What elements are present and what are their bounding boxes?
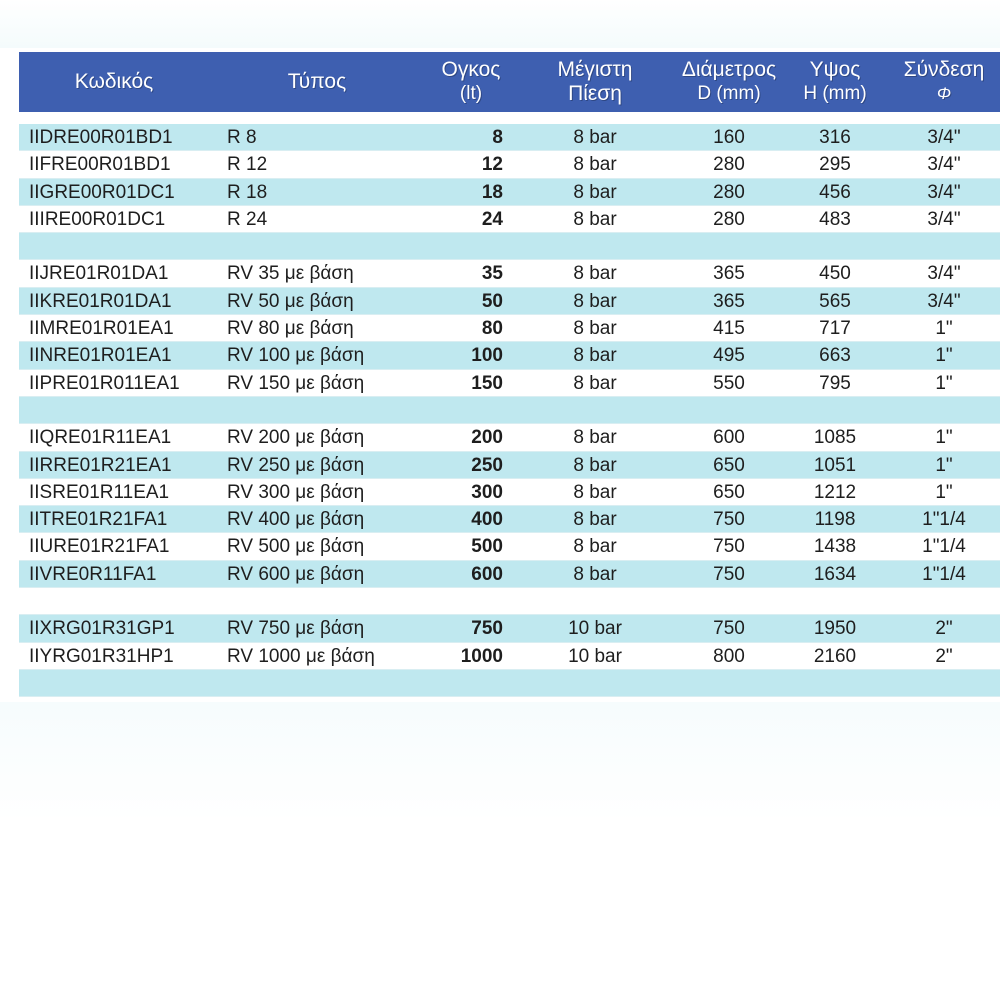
code-cell: IIQRE01R11EA1 [29, 427, 172, 449]
height-cell: 1950 [813, 618, 857, 640]
height-cell: 1212 [813, 481, 857, 503]
type-cell: RV 600 με βάση [227, 563, 365, 585]
volume-cell: 400 [471, 509, 503, 531]
blank-row [19, 588, 1000, 615]
table-row [19, 260, 1000, 287]
header-pressure-line2: Πίεση [568, 82, 622, 105]
diameter-cell: 495 [713, 345, 745, 367]
height-cell: 1198 [814, 509, 856, 531]
type-cell: RV 80 με βάση [227, 318, 354, 340]
product-table [19, 52, 1000, 697]
code-cell: IIDRE00R01BD1 [29, 127, 173, 148]
pressure-cell: 8 bar [573, 536, 617, 558]
type-cell: R 18 [227, 181, 268, 203]
diameter-cell: 160 [713, 127, 745, 148]
code-cell: IIMRE01R01EA1 [29, 318, 174, 340]
header-pressure-line1: Μέγιστη [557, 58, 633, 81]
connection-cell: 3/4" [927, 127, 961, 148]
code-cell: IIYRG01R31HP1 [29, 645, 174, 667]
header-type [227, 52, 407, 112]
pressure-cell: 8 bar [573, 372, 617, 394]
header-connection-line2: Φ [936, 84, 952, 103]
volume-cell: 300 [471, 481, 503, 503]
connection-cell: 1" [935, 454, 953, 476]
code-cell: IIRRE01R21EA1 [29, 454, 172, 476]
table-row [19, 479, 1000, 506]
code-cell: IIXRG01R31GP1 [29, 618, 175, 640]
volume-cell: 24 [481, 208, 503, 230]
diameter-cell: 750 [713, 563, 745, 585]
group-separator-row [19, 233, 1000, 260]
code-cell: IINRE01R01EA1 [29, 345, 172, 367]
connection-cell: 3/4" [927, 263, 961, 285]
height-cell: 456 [819, 181, 851, 203]
group-separator-row [19, 397, 1000, 424]
height-cell: 717 [819, 318, 851, 340]
volume-cell: 200 [471, 427, 503, 449]
volume-cell: 1000 [460, 645, 503, 667]
code-cell: IIFRE00R01BD1 [29, 154, 171, 176]
diameter-cell: 800 [713, 645, 745, 667]
table-row [19, 533, 1000, 560]
volume-cell: 18 [481, 181, 503, 203]
pressure-cell: 8 bar [573, 509, 617, 531]
type-cell: RV 100 με βάση [227, 345, 365, 367]
table-row [19, 506, 1000, 533]
pressure-cell: 8 bar [573, 263, 617, 285]
height-cell: 1051 [813, 454, 857, 476]
connection-cell: 2" [935, 645, 953, 667]
header-diameter-line2: D (mm) [697, 83, 761, 104]
header-type-label: Τύπος [287, 70, 347, 93]
connection-cell: 3/4" [927, 290, 961, 312]
height-cell: 1438 [813, 536, 857, 558]
header-volume-line2: (lt) [459, 83, 483, 104]
connection-cell: 1" [935, 372, 953, 394]
code-cell: IIPRE01R011EA1 [29, 372, 180, 394]
type-cell: RV 500 με βάση [227, 536, 365, 558]
volume-cell: 50 [481, 290, 503, 312]
volume-cell: 750 [471, 618, 503, 640]
volume-cell: 250 [471, 454, 503, 476]
type-cell: R 24 [227, 208, 268, 230]
pressure-cell: 8 bar [573, 345, 617, 367]
connection-cell: 1" [935, 481, 953, 503]
diameter-cell: 750 [713, 509, 745, 531]
code-cell: IIGRE00R01DC1 [29, 181, 175, 203]
type-cell: RV 1000 με βάση [227, 645, 375, 667]
table-row [19, 370, 1000, 397]
height-cell: 795 [819, 372, 851, 394]
table-row [19, 288, 1000, 315]
pressure-cell: 8 bar [573, 208, 617, 230]
table-row [19, 179, 1000, 206]
connection-cell: 1" [935, 345, 953, 367]
height-cell: 450 [819, 263, 851, 285]
group-separator-row [19, 670, 1000, 697]
pressure-cell: 8 bar [573, 427, 617, 449]
type-cell: RV 50 με βάση [227, 290, 354, 312]
type-cell: R 12 [227, 154, 268, 176]
table-row [19, 124, 1000, 151]
table-body [19, 124, 1000, 697]
header-diameter-line1: Διάμετρος [681, 58, 777, 81]
height-cell: 663 [819, 345, 851, 367]
header-volume [421, 52, 521, 112]
type-cell: RV 35 με βάση [227, 263, 354, 285]
height-cell: 483 [819, 208, 851, 230]
code-cell: IIKRE01R01DA1 [29, 290, 172, 312]
code-cell: IIIRE00R01DC1 [29, 208, 166, 230]
connection-cell: 2" [935, 618, 953, 640]
type-cell: RV 400 με βάση [227, 509, 365, 531]
header-code [19, 52, 209, 112]
pressure-cell: 8 bar [573, 454, 617, 476]
type-cell: RV 200 με βάση [227, 427, 365, 449]
pressure-cell: 8 bar [573, 290, 617, 312]
connection-cell: 3/4" [927, 154, 961, 176]
code-cell: IIVRE0R11FA1 [29, 563, 157, 585]
connection-cell: 3/4" [927, 208, 961, 230]
header-connection-line1: Σύνδεση [903, 58, 985, 81]
type-cell: RV 250 με βάση [227, 454, 365, 476]
diameter-cell: 650 [713, 454, 745, 476]
height-cell: 565 [819, 290, 851, 312]
connection-cell: 1"1/4 [922, 509, 966, 531]
diameter-cell: 650 [713, 481, 745, 503]
pressure-cell: 8 bar [573, 181, 617, 203]
code-cell: IIURE01R21FA1 [29, 536, 170, 558]
diameter-cell: 600 [713, 427, 745, 449]
header-code-label: Κωδικός [74, 70, 154, 93]
header-height [787, 52, 883, 112]
volume-cell: 35 [481, 263, 503, 285]
volume-cell: 500 [471, 536, 503, 558]
top-fade [0, 0, 1000, 48]
volume-cell: 80 [481, 318, 503, 340]
header-volume-line1: Ογκος [441, 58, 501, 81]
diameter-cell: 280 [713, 154, 745, 176]
table-row [19, 615, 1000, 642]
table-row [19, 643, 1000, 670]
pressure-cell: 10 bar [568, 645, 622, 667]
pressure-cell: 8 bar [573, 127, 617, 148]
header-diameter [667, 52, 791, 112]
diameter-cell: 365 [713, 263, 745, 285]
connection-cell: 1" [935, 427, 953, 449]
height-cell: 316 [819, 127, 851, 148]
type-cell: RV 300 με βάση [227, 481, 365, 503]
table-row [19, 206, 1000, 233]
code-cell: IISRE01R11EA1 [29, 481, 170, 503]
header-height-line1: Υψος [809, 58, 861, 81]
pressure-cell: 8 bar [573, 563, 617, 585]
header-connection [891, 52, 997, 112]
pressure-cell: 8 bar [573, 481, 617, 503]
bottom-fade [0, 702, 1000, 822]
table-row [19, 452, 1000, 479]
table-row [19, 561, 1000, 588]
diameter-cell: 415 [713, 318, 745, 340]
height-cell: 1085 [813, 427, 857, 449]
code-cell: IITRE01R21FA1 [29, 509, 168, 531]
code-cell: IIJRE01R01DA1 [29, 263, 169, 285]
type-cell: R 8 [227, 127, 257, 148]
volume-cell: 100 [471, 345, 503, 367]
connection-cell: 3/4" [927, 181, 961, 203]
table-row [19, 424, 1000, 451]
diameter-cell: 365 [713, 290, 745, 312]
diameter-cell: 750 [713, 536, 745, 558]
volume-cell: 150 [471, 372, 503, 394]
table-row [19, 315, 1000, 342]
header-gap [19, 112, 1000, 124]
volume-cell: 12 [481, 154, 503, 176]
pressure-cell: 8 bar [573, 154, 617, 176]
header-height-line2: H (mm) [803, 83, 867, 104]
volume-cell: 8 [492, 127, 503, 148]
volume-cell: 600 [471, 563, 503, 585]
connection-cell: 1"1/4 [922, 563, 966, 585]
diameter-cell: 280 [713, 208, 745, 230]
header-pressure [539, 52, 651, 112]
diameter-cell: 550 [713, 372, 745, 394]
connection-cell: 1"1/4 [922, 536, 966, 558]
table-row [19, 342, 1000, 369]
pressure-cell: 10 bar [568, 618, 622, 640]
diameter-cell: 280 [713, 181, 745, 203]
diameter-cell: 750 [713, 618, 745, 640]
pressure-cell: 8 bar [573, 318, 617, 340]
connection-cell: 1" [935, 318, 953, 340]
type-cell: RV 750 με βάση [227, 618, 365, 640]
height-cell: 295 [819, 154, 851, 176]
height-cell: 2160 [813, 645, 857, 667]
type-cell: RV 150 με βάση [227, 372, 365, 394]
table-row [19, 151, 1000, 178]
table-header [19, 52, 1000, 112]
height-cell: 1634 [813, 563, 857, 585]
